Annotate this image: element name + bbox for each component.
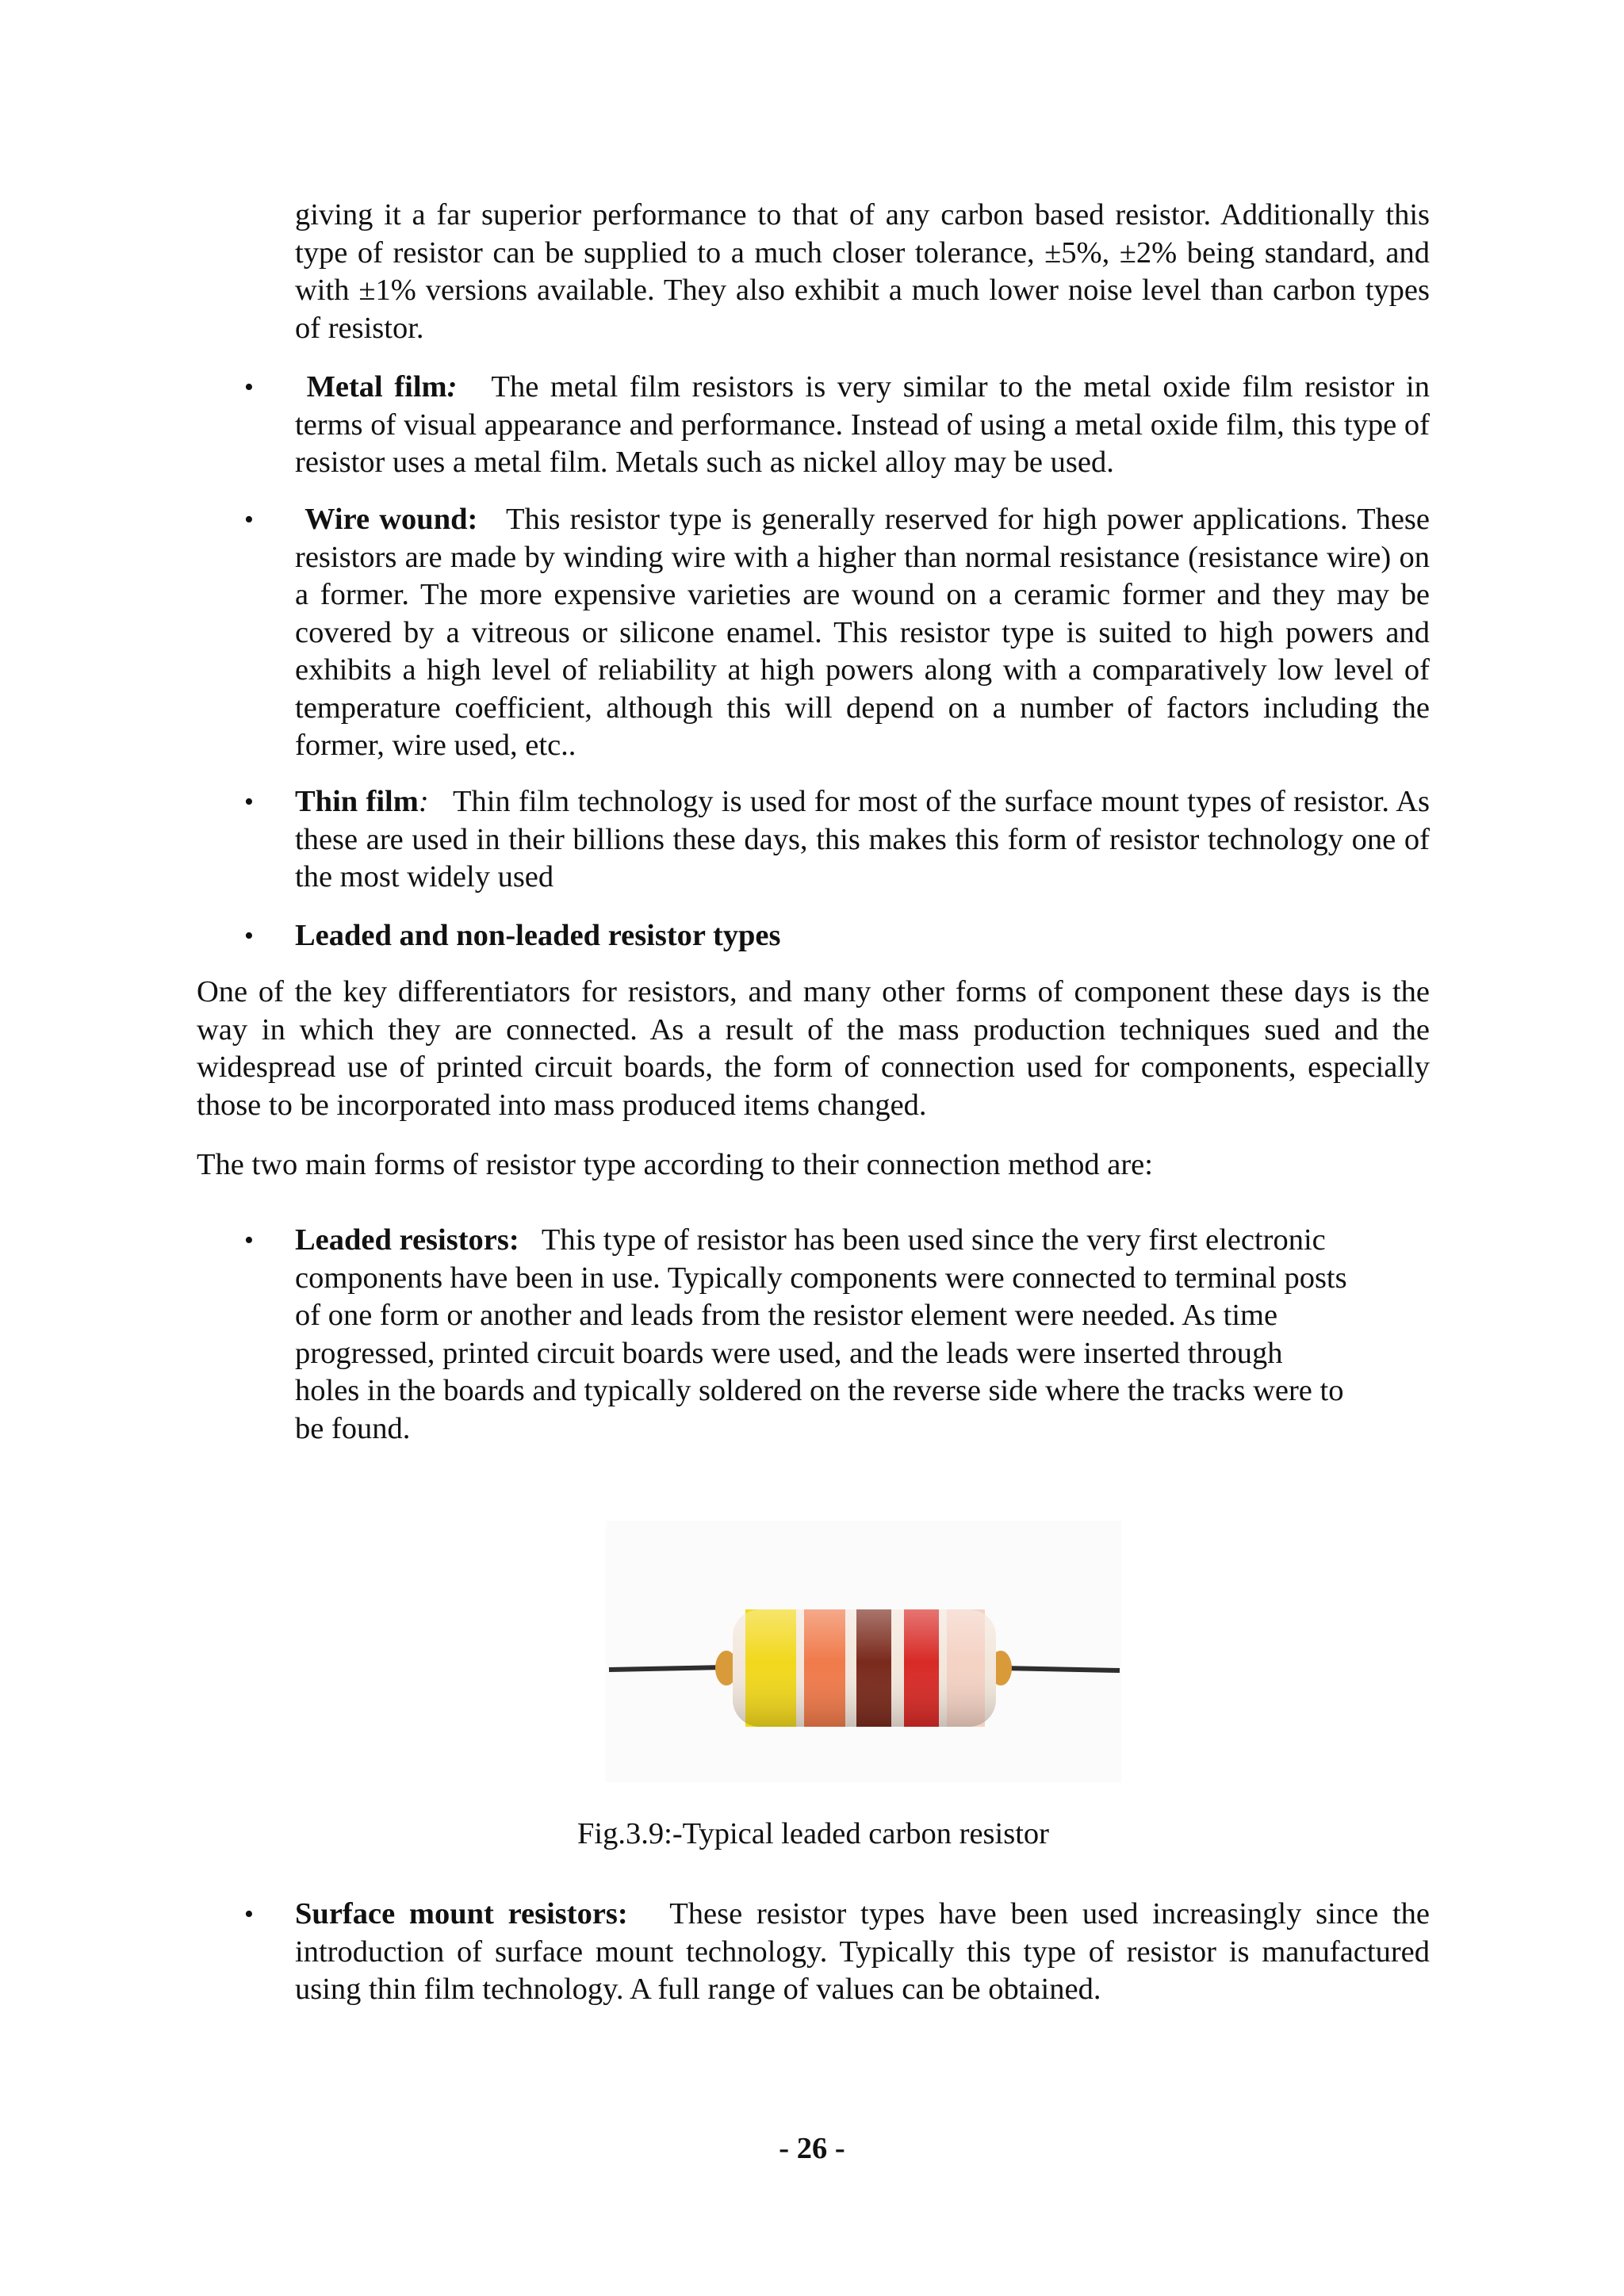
list-item-leaded-heading bbox=[295, 917, 1430, 955]
bullet-icon: • bbox=[244, 373, 254, 402]
page-number: - 26 - bbox=[779, 2132, 845, 2165]
leaded-line: be found. bbox=[295, 1411, 411, 1445]
surface-mount-text: These resistor types have been used increasingly since the introduction of surface mount technology. Typically this type of resistor is manufactured using thin film technology. A full range of values can be obtained. bbox=[295, 1897, 1430, 2006]
list-item-surface-mount bbox=[295, 1896, 1430, 2009]
term-colon: : bbox=[446, 370, 458, 404]
paragraph-text: The two main forms of resistor type according to their connection method are: bbox=[197, 1148, 1153, 1181]
list-item-metal-film bbox=[295, 369, 1430, 482]
term-wire-wound: Wire wound: bbox=[304, 503, 478, 536]
paragraph-differentiators bbox=[197, 974, 1430, 1124]
leaded-line: of one form or another and leads from the resistor element were needed. As time bbox=[295, 1299, 1278, 1332]
right-lead bbox=[1002, 1668, 1120, 1670]
leaded-types-heading: Leaded and non-leaded resistor types bbox=[295, 919, 781, 952]
term-thin-film: Thin film bbox=[295, 785, 419, 818]
figure-caption: Fig.3.9:-Typical leaded carbon resistor bbox=[577, 1817, 1049, 1850]
bullet-icon: • bbox=[244, 921, 254, 951]
term-metal-film: Metal film bbox=[306, 370, 447, 404]
bullet-icon: • bbox=[244, 505, 254, 534]
paragraph-text: One of the key differentiators for resistors, and many other forms of component these days is the way in which they are connected. As a result of the mass production techniques sued and the widespread use of printed circuit boards, the form of connection used for components, especially those to be incorporated into mass produced items changed. bbox=[197, 975, 1430, 1122]
leaded-line: holes in the boards and typically soldered on the reverse side where the tracks were to bbox=[295, 1374, 1344, 1407]
bullet-icon: • bbox=[244, 1226, 254, 1255]
paragraph-two-forms bbox=[197, 1146, 1430, 1184]
resistor-figure bbox=[606, 1521, 1121, 1782]
leaded-line: progressed, printed circuit boards were used, and the leads were inserted through bbox=[295, 1336, 1283, 1370]
list-item-leaded-resistors bbox=[295, 1222, 1430, 1448]
wire-wound-text: This resistor type is generally reserved for high power applications. These resistors are made by winding wire with a higher than normal resistance (resistance wire) on a former. The more expensive varieties are wound on a ceramic former and they may be covered by a vitreous or silicone enamel. This resistor type is suited to high powers and exhibits a high level of reliability at high powers along with a comparatively low level of temperature coefficient, although this will depend on a number of factors including the former, wire used, etc.. bbox=[295, 503, 1431, 762]
thin-film-text: Thin film technology is used for most of the surface mount types of resistor. As these are used in their billions these days, this makes this form of resistor technology one of the most widely used bbox=[295, 785, 1431, 894]
bullet-icon: • bbox=[244, 787, 254, 817]
resistor-image bbox=[606, 1521, 1121, 1782]
list-item-thin-film bbox=[295, 783, 1430, 897]
list-item-wire-wound bbox=[295, 501, 1430, 765]
continuation-paragraph bbox=[295, 197, 1430, 347]
term-surface-mount: Surface mount resistors: bbox=[295, 1897, 628, 1931]
leaded-line: Leaded resistors: This type of resistor has been used since the very first electronic bbox=[295, 1223, 1326, 1257]
term-leaded-resistors: Leaded resistors: bbox=[295, 1223, 519, 1257]
leaded-line: components have been in use. Typically components were connected to terminal posts bbox=[295, 1261, 1347, 1295]
bullet-icon: • bbox=[244, 1900, 254, 1929]
term-colon: : bbox=[418, 785, 429, 818]
left-lead bbox=[609, 1667, 725, 1670]
metal-film-text: The metal film resistors is very similar to the metal oxide film resistor in terms of visual appearance and performance. Instead of using a metal oxide film, this type of resistor uses a metal film. Metals such as nickel alloy may be used. bbox=[295, 370, 1431, 479]
continuation-text: giving it a far superior performance to that of any carbon based resistor. Additionally this type of resistor can be supplied to a much closer tolerance, ±5%, ±2% being standard, and with ±1% versions available. They also exhibit a much lower noise level than carbon types of resistor. bbox=[295, 198, 1430, 345]
